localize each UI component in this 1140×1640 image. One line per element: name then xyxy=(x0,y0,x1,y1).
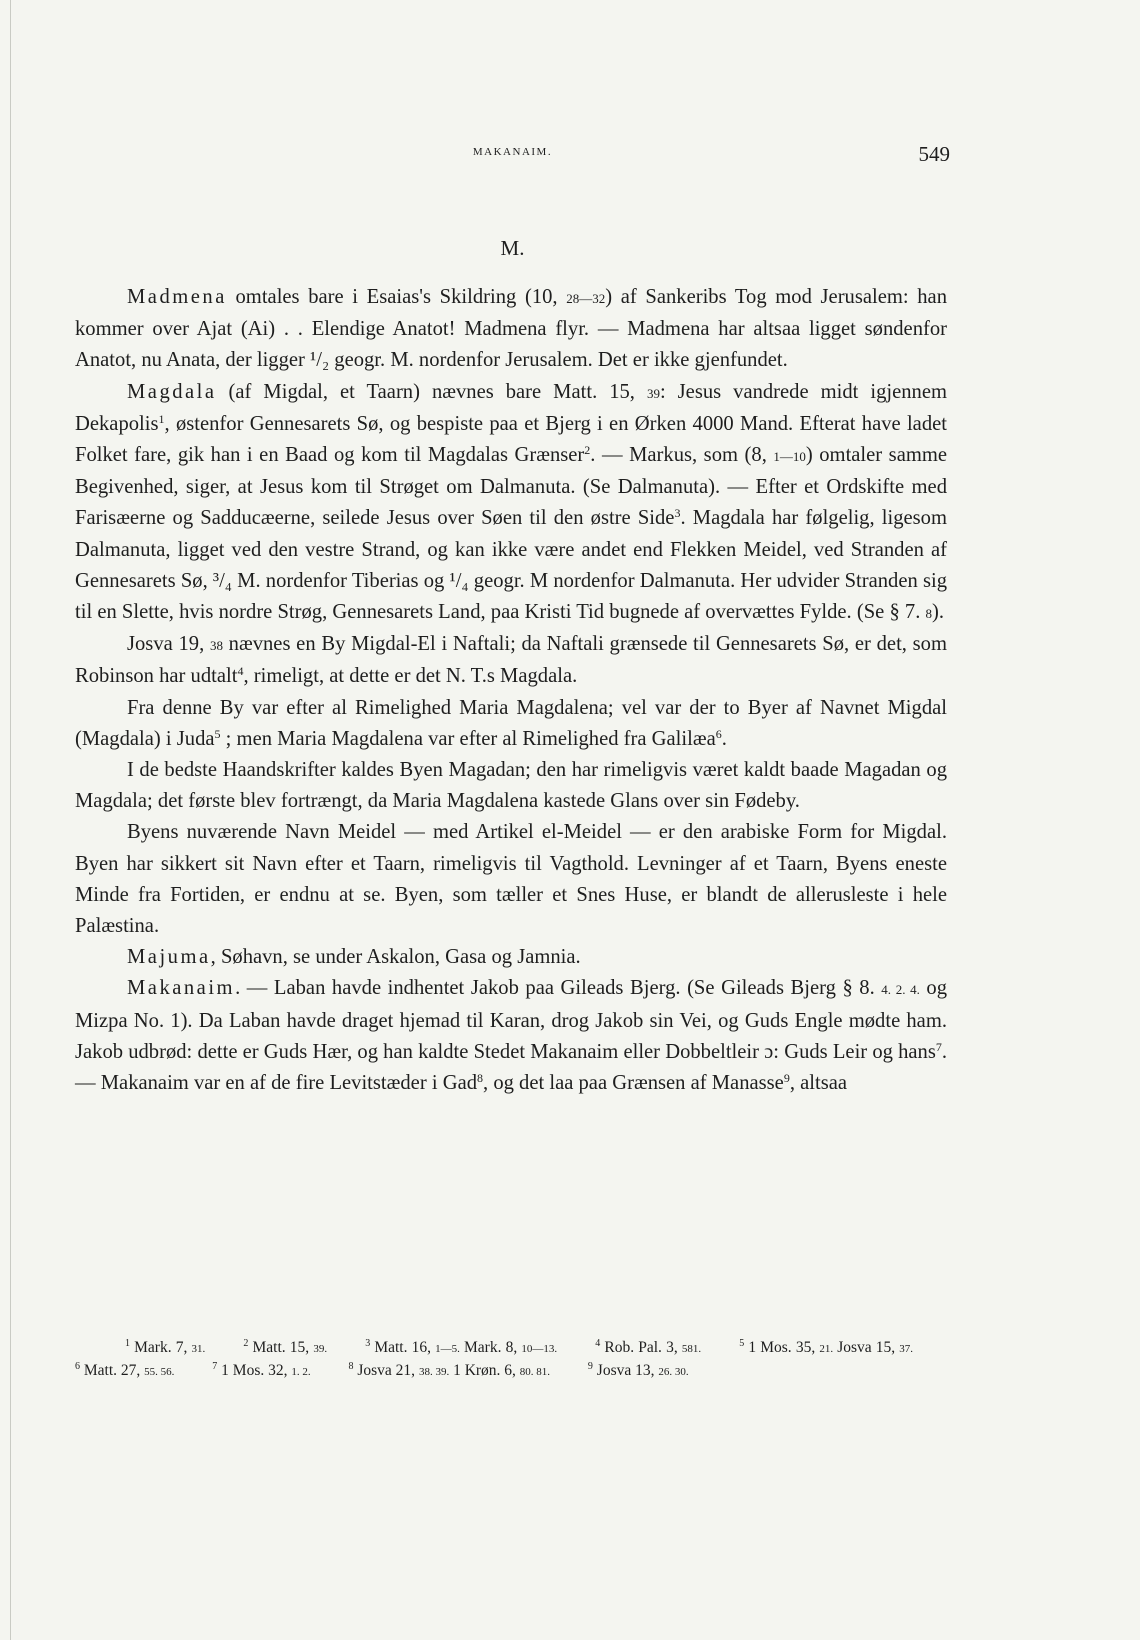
text: ) omtaler samme Begivenhed, siger, at Jesus kom til Strøget om Dalmanuta. (Se Dalmanuta). — Efter et Ordskifte med Farisæerne og Sadducæerne, seilede Jesus over Søen til den østre Side xyxy=(75,444,948,530)
verse-ref: 39 xyxy=(646,385,660,401)
lemma-majuma: Majuma xyxy=(127,946,211,969)
paragraph-byens: Byens nuværende Navn Meidel — med Artikel el-Meidel — er den arabiske Form for Migdal. Byen har sikkert sit Navn efter et Taarn, rimeligvis til Vagthold. Levninger af et Taarn, Byens eneste Minde fra Fortiden, er endnu at se. Byen, som tæller et Snes Huse, er blandt de allerusleste i hele Palæstina. xyxy=(75,821,947,938)
text: . Magdala har følgelig, ligesom Dalmanuta, ligget ved den vestre Strand, og kan ikke være andet end Flekken Meidel, ved Stranden af Gennesarets Sø, ³/₄ M. nordenfor Tiberias og ¹/₄ geogr. M nordenfor Dalmanuta. Her udvider Stranden sig til en Slette, hvis nordre Strøg, Gennesarets Land, paa Kristi Tid bugnede af overvættes Fylde. (Se § 7. xyxy=(75,507,947,624)
footnote-3 xyxy=(365,1339,557,1356)
text: . xyxy=(721,727,727,750)
text: : Jesus vandrede midt igjennem Dekapolis xyxy=(75,380,947,435)
footnote-number: 6 xyxy=(75,1361,80,1372)
footnote-number: 8 xyxy=(348,1361,354,1372)
footnote-ref: 581. xyxy=(681,1343,702,1355)
text: . — Markus, som (8, xyxy=(590,444,774,467)
footnote-number: 5 xyxy=(739,1338,745,1349)
footnote-marker: 9 xyxy=(783,1071,790,1086)
text: omtales bare i Esaias's Skildring (10, xyxy=(226,286,567,308)
footnote-number: 4 xyxy=(595,1338,601,1349)
text: Fra denne By var efter al Rimelighed Maria Magdalena; vel var der to Byer af Navnet Migdal (Magdala) i Juda xyxy=(75,696,947,750)
text: , altsaa xyxy=(789,1072,847,1095)
text: ; men Maria Magdalena var efter al Rimelighed fra Galilæa xyxy=(220,727,716,750)
footnote-ref: 55. 56. xyxy=(144,1366,175,1378)
footnote-2 xyxy=(243,1339,327,1356)
running-title: MAKANAIM. xyxy=(472,146,553,158)
lemma-magdala: Magdala xyxy=(127,380,217,403)
verse-ref: 28—32 xyxy=(566,291,606,306)
footnote-ref: 1—5. xyxy=(435,1343,460,1355)
footnote-text: Josva 21, xyxy=(357,1362,419,1379)
verse-ref: 38 xyxy=(209,638,223,654)
paragraph-madmena xyxy=(75,282,947,377)
lemma-madmena: Madmena xyxy=(127,286,227,308)
footnote-text: Matt. 16, xyxy=(374,1339,436,1356)
footnote-marker: 8 xyxy=(477,1071,484,1086)
footnote-5 xyxy=(739,1339,913,1356)
text: Josva 19, xyxy=(127,633,210,656)
footnote-text: Mark. 8, xyxy=(459,1339,522,1356)
footnote-text: Josva 15, xyxy=(833,1339,900,1356)
text: . — Laban havde indhentet Jakob paa Gileads Bjerg. (Se Gileads Bjerg § 8. xyxy=(235,977,882,1000)
footnote-7 xyxy=(212,1362,310,1379)
footnote-ref: 80. 81. xyxy=(519,1366,551,1378)
footnote-ref: 10—13. xyxy=(521,1343,558,1355)
paragraph-magdala xyxy=(75,377,947,630)
text: nævnes en By Migdal-El i Naftali; da Naftali grænsede til Gennesarets Sø, er det, som Robinson har udtalt xyxy=(75,633,947,688)
footnote-marker: 4 xyxy=(237,664,244,679)
footnote-text: Rob. Pal. 3, xyxy=(604,1339,682,1356)
footnote-marker: 2 xyxy=(584,443,591,458)
footnote-text: Matt. 15, xyxy=(252,1339,314,1356)
verse-ref: 8 xyxy=(925,606,932,622)
footnote-4 xyxy=(595,1339,701,1356)
footnotes xyxy=(75,1337,947,1383)
lemma-makanaim: Makanaim xyxy=(127,977,236,1000)
footnote-number: 2 xyxy=(243,1338,249,1349)
page-number: 549 xyxy=(918,142,950,166)
verse-ref: 1—10 xyxy=(773,449,806,465)
footnote-text: Matt. 27, xyxy=(83,1362,145,1379)
footnote-marker: 6 xyxy=(715,726,722,741)
footnote-text: Josva 13, xyxy=(596,1362,659,1379)
footnote-ref: 37. xyxy=(899,1343,914,1355)
text: , Søhavn, se under Askalon, Gasa og Jamnia. xyxy=(210,946,581,969)
footnote-1 xyxy=(125,1339,205,1356)
footnote-marker: 7 xyxy=(935,1039,942,1054)
footnote-block xyxy=(75,1337,947,1383)
text: , østenfor Gennesarets Sø, og bespiste paa et Bjerg i en Ørken 4000 Mand. Efterat have ladet Folket fare, gik han i en Baad og kom til Magdalas Grænser xyxy=(75,412,947,467)
footnote-text: 1 Krøn. 6, xyxy=(449,1362,520,1379)
footnote-text: Mark. 7, xyxy=(134,1339,192,1356)
footnote-6 xyxy=(75,1362,174,1379)
footnote-marker: 3 xyxy=(674,506,681,521)
footnote-marker: 5 xyxy=(214,726,221,741)
footnote-ref: 38. 39. xyxy=(418,1366,450,1378)
text: ) af Sankeribs Tog mod Jerusalem: han kommer over Ajat (Ai) . . Elendige Anatot! Madmena flyr. — Madmena har altsaa ligget søndenfor Anatot, nu Anata, der ligger ¹/₂ geogr. M. nordenfor Jerusalem. Det er ikke gjenfundet. xyxy=(75,286,947,372)
footnote-ref: 26. 30. xyxy=(658,1366,689,1378)
footnote-ref: 21. xyxy=(819,1343,834,1355)
footnote-8 xyxy=(348,1362,550,1379)
paragraph-bedste: I de bedste Haandskrifter kaldes Byen Magadan; den har rimeligvis været kaldt baade Magadan og Magdala; det første blev fortrængt, da Maria Magdalena kastede Glans over sin Fødeby. xyxy=(75,759,947,813)
text: , og det laa paa Grænsen af Manasse xyxy=(483,1072,784,1095)
text: (af Migdal, et Taarn) nævnes bare Matt. 15, xyxy=(216,380,647,403)
paragraph-majuma xyxy=(75,942,947,973)
footnote-ref: 39. xyxy=(313,1343,328,1355)
paragraph-fra-denne xyxy=(75,693,947,755)
paragraph-makanaim xyxy=(75,973,947,1099)
footnote-number: 1 xyxy=(125,1338,130,1349)
page-edge-line xyxy=(10,0,11,1640)
footnote-text: 1 Mos. 35, xyxy=(748,1339,820,1356)
footnote-9 xyxy=(588,1362,689,1379)
text: . — Makanaim var en af de fire Levitstæder i Gad xyxy=(75,1040,947,1095)
footnote-ref: 31. xyxy=(191,1343,206,1355)
footnote-number: 9 xyxy=(587,1361,593,1372)
footnote-marker: 1 xyxy=(158,411,165,426)
body-text xyxy=(75,282,947,1099)
footnote-number: 7 xyxy=(212,1361,218,1372)
text: , rimeligt, at dette er det N. T.s Magdala. xyxy=(243,665,578,688)
footnote-number: 3 xyxy=(365,1338,371,1349)
footnote-text: 1 Mos. 32, xyxy=(221,1362,292,1379)
paragraph-josva xyxy=(75,629,947,692)
section-letter: M. xyxy=(500,236,525,260)
text: ). xyxy=(932,601,945,624)
text: og Mizpa No. 1). Da Laban havde draget hjemad til Karan, drog Jakob sin Vei, og Guds Engle mødte ham. Jakob udbrød: dette er Guds Hær, og han kaldte Stedet Makanaim eller Dobbeltleir ɔ: Guds Leir og hans xyxy=(75,977,948,1063)
running-head xyxy=(75,142,950,170)
verse-ref: 4. 2. 4. xyxy=(881,982,920,998)
footnote-ref: 1. 2. xyxy=(291,1366,311,1378)
